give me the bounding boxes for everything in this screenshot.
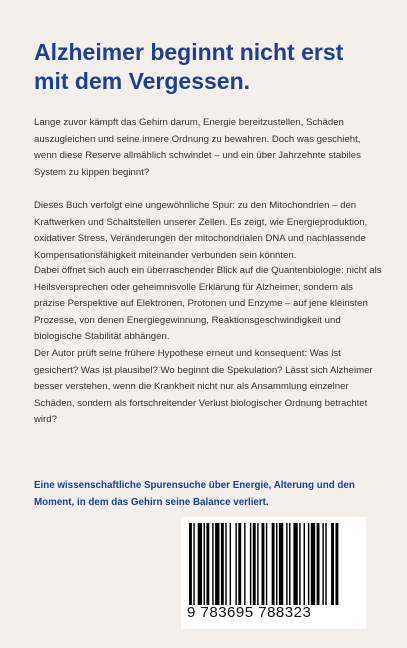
barcode-bar <box>311 523 315 605</box>
paragraph-hypothesis: Der Autor prüft seine frühere Hypothese erneut und konsequent: Was ist gesichert? Was ist plausibel? Wo beginnt die Spekulation? Lässt sich Alzheimer besser verstehen, wenn die Krankheit nicht nur als Ansammlung einzelner Schäden, sondern als fortschreitender Verlust biologischer Ordnung betrachtet wird? <box>34 348 373 426</box>
barcode-bar <box>335 523 338 605</box>
barcode-bar <box>204 523 205 605</box>
barcode-bar <box>293 523 297 605</box>
barcode-bar <box>331 523 334 605</box>
barcode-bar <box>272 523 275 605</box>
barcode-bar <box>299 523 300 605</box>
barcode-bar <box>266 523 267 605</box>
barcode-bar <box>286 523 287 605</box>
barcode-bar <box>250 523 251 605</box>
barcode-bar <box>235 523 236 605</box>
barcode-bar <box>198 523 202 605</box>
paragraph-quantum-biology: Dabei öffnet sich auch ein überraschender Blick auf die Quantenbiologie: nicht als Heilsversprechen oder geheimnisvolle Erklärung für Alzheimer, sondern als präzise Perspektive auf Elektronen, Protonen und Enzyme – auf jene kleinsten Prozesse, von denen Energiegewinnung, Reaktionsgeschwindigkeit und biologische Stabilität abhängen. <box>34 265 382 343</box>
barcode-bar <box>304 523 305 605</box>
barcode-bar <box>225 523 226 605</box>
barcode-bar <box>317 523 320 605</box>
barcode-bar <box>262 523 265 605</box>
paragraph-intro: Lange zuvor kämpft das Gehirn darum, Energie bereitzustellen, Schäden auszugleichen und seine innere Ordnung zu bewahren. Doch was geschieht, wenn diese Reserve allmählich schwindet – und ein über Jahrzehnte stabiles System zu kippen beginnt? <box>34 117 361 178</box>
barcode-bar <box>221 523 224 605</box>
barcode-bar <box>244 523 245 605</box>
paragraph-mitochondria: Dieses Buch verfolgt eine ungewöhnliche Spur: zu den Mitochondrien – den Kraftwerken und Schaltstellen unserer Zellen. Es zeigt, wie Energieproduktion, oxidativer Stress, Veränderungen der mitochondrialen DNA und nachlassende Kompensationsfähigkeit miteinander verbunden sein könnten. <box>34 200 368 261</box>
barcode-bar <box>257 523 258 605</box>
isbn-number: 9 783695 788323 <box>187 604 312 621</box>
barcode-bars <box>181 517 366 607</box>
barcode-bar <box>238 523 241 605</box>
barcode-bar <box>189 523 192 605</box>
barcode-bar <box>206 523 209 605</box>
barcode-bar <box>193 523 194 605</box>
barcode-bar <box>325 523 326 605</box>
headline: Alzheimer beginnt nicht erst mit dem Vergessen. <box>34 39 344 94</box>
barcode-bar <box>253 523 256 605</box>
barcode-bar <box>230 523 231 605</box>
barcode-bar <box>279 523 283 605</box>
isbn-barcode <box>181 517 366 629</box>
barcode-bar <box>212 523 213 605</box>
barcode-bar <box>322 523 323 605</box>
barcode-bar <box>289 523 290 605</box>
barcode-bar <box>308 523 309 605</box>
barcode-bar <box>215 523 219 605</box>
closing-statement: Eine wissenschaftliche Spurensuche über Energie, Alterung und den Moment, in dem das Gehirn seine Balance verliert. <box>34 480 355 508</box>
barcode-bar <box>276 523 277 605</box>
